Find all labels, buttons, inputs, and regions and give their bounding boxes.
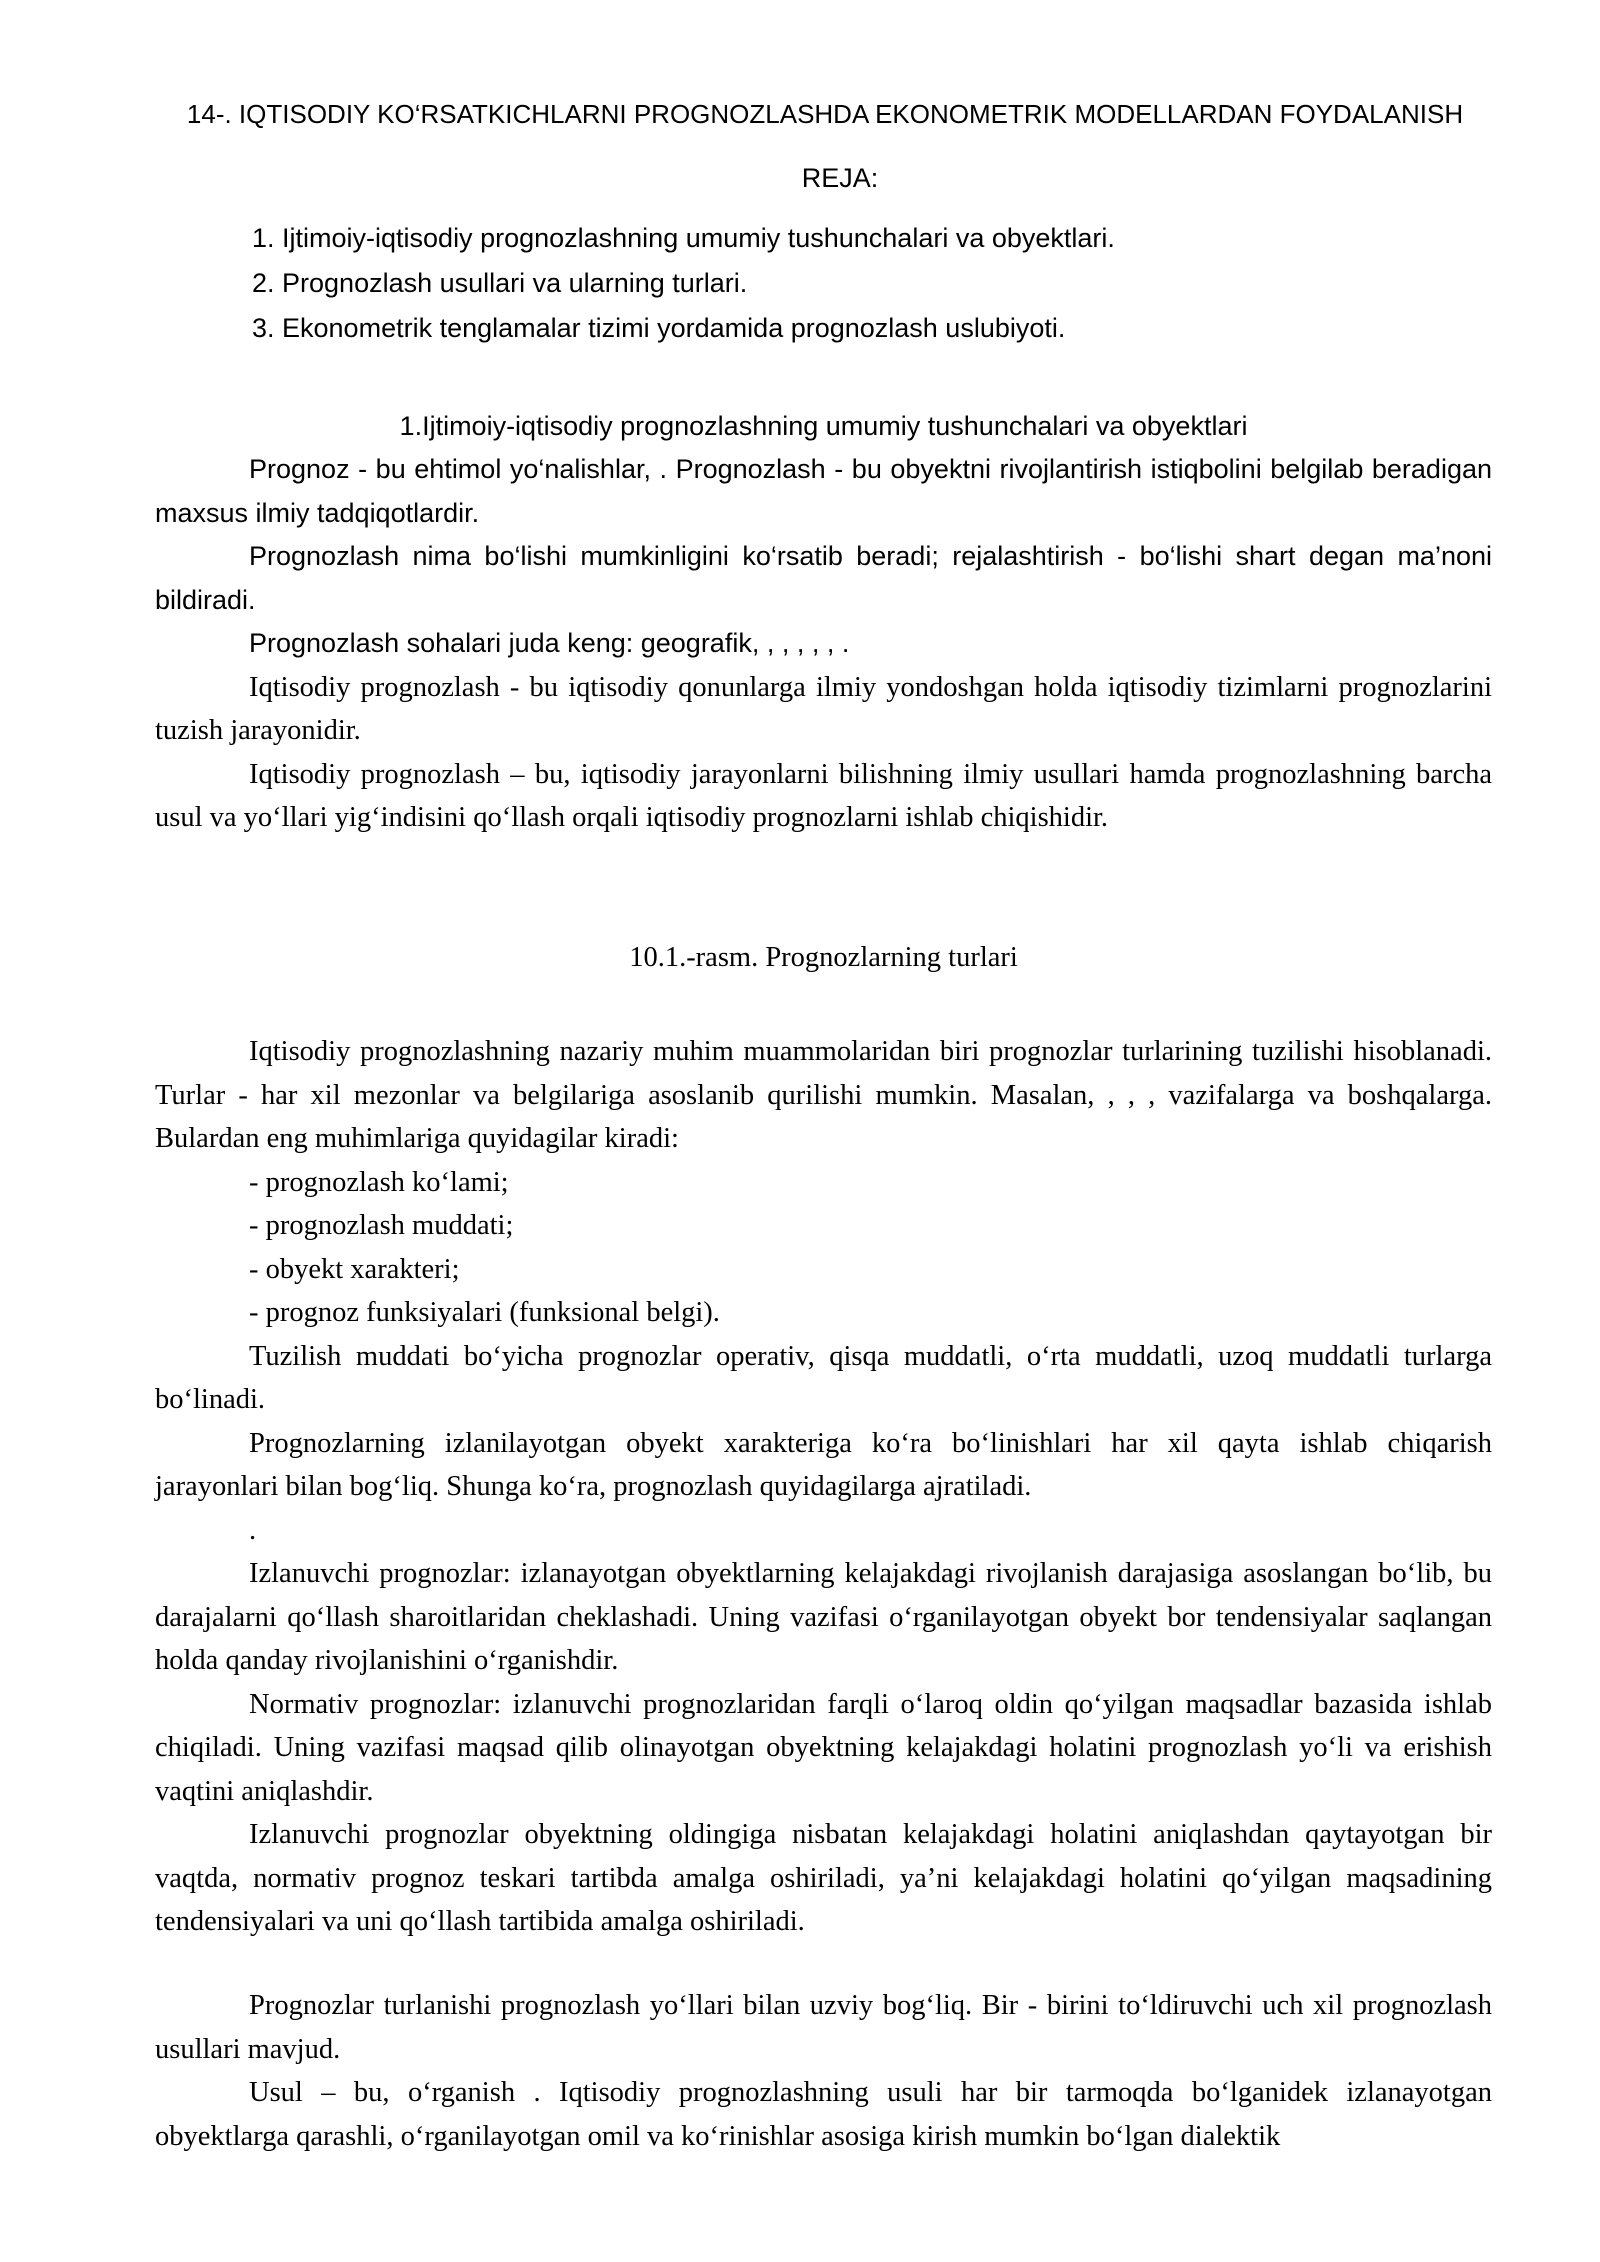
paragraph: Iqtisodiy prognozlash - bu iqtisodiy qonunlarga ilmiy yondoshgan holda iqtisodiy tizimlarni prognozlarini tuzish jarayonidir. bbox=[155, 671, 1492, 746]
bullet-item: - obyekt xarakteri; bbox=[249, 1253, 460, 1285]
figure-caption: 10.1.-rasm. Prognozlarning turlari bbox=[629, 942, 1018, 973]
plan-heading: REJA: bbox=[801, 163, 879, 193]
paragraph: Prognozlarning izlanilayotgan obyekt xarakteriga ko‘ra bo‘linishlari har xil qayta ishlab chiqarish jarayonlari bilan bog‘liq. Shunga ko‘ra, prognozlash quyidagilarga ajratiladi. bbox=[155, 1427, 1492, 1502]
methods-body bbox=[155, 1984, 1492, 2158]
paragraph: Prognozlash sohalari juda keng: geografik, , , , , , . bbox=[249, 628, 850, 658]
section-heading: 1.Ijtimoiy-iqtisodiy prognozlashning umumiy tushunchalari va obyektlari bbox=[399, 411, 1248, 441]
section1-body bbox=[155, 448, 1492, 840]
paragraph: Iqtisodiy prognozlash – bu, iqtisodiy jarayonlarni bilishning ilmiy usullari hamda prognozlashning barcha usul va yo‘llari yig‘indisini qo‘llash orqali iqtisodiy prognozlarni ishlab chiqishidir. bbox=[155, 758, 1492, 833]
paragraph: Izlanuvchi prognozlar obyektning oldingiga nisbatan kelajakdagi holatini aniqlashdan qaytayotgan bir vaqtda, normativ prognoz teskari tartibda amalga oshiriladi, ya’ni kelajakdagi holatini qo‘yilgan maqsadining tendensiyalari va uni qo‘llash tartibida amalga oshiriladi. bbox=[155, 1819, 1492, 1937]
paragraph: Iqtisodiy prognozlashning nazariy muhim muammolaridan biri prognozlar turlarining tuzilishi hisoblanadi. Turlar - har xil mezonlar va belgilariga asoslanib qurilishi mumkin. Masalan, , , , vazifalarga va boshqalarga. Bulardan eng muhimlariga quyidagilar kiradi: bbox=[155, 1036, 1492, 1154]
plan-item: 3. Ekonometrik tenglamalar tizimi yordamida prognozlash uslubiyoti. bbox=[252, 313, 1066, 343]
dot-line: . bbox=[249, 1514, 257, 1546]
paragraph: Normativ prognozlar: izlanuvchi prognozlaridan farqli o‘laroq oldin qo‘yilgan maqsadlar bazasida ishlab chiqiladi. Uning vazifasi maqsad qilib olinayotgan obyektning kelajakdagi holatini prognozlash yo‘li va erishish vaqtini aniqlashdir. bbox=[155, 1688, 1492, 1807]
paragraph: Usul – bu, o‘rganish . Iqtisodiy prognozlashning usuli har bir tarmoqda bo‘lganidek izlanayotgan obyektlarga qarashli, o‘rganilayotgan omil va ko‘rinishlar asosiga kirish mumkin bo‘lgan dialektik bbox=[155, 2077, 1492, 2152]
document-title: 14-. IQTISODIY KO‘RSATKICHLARNI PROGNOZLASHDA EKONOMETRIK MODELLARDAN FOYDALANISH bbox=[186, 99, 1464, 129]
types-body bbox=[155, 1030, 1492, 1944]
bullet-list bbox=[155, 1161, 1492, 1335]
bullet-item: - prognozlash ko‘lami; bbox=[249, 1166, 509, 1198]
bullet-item: - prognozlash muddati; bbox=[249, 1210, 514, 1241]
plan-item: 2. Prognozlash usullari va ularning turlari. bbox=[252, 268, 748, 298]
paragraph: Prognoz - bu ehtimol yo‘nalishlar, . Prognozlash - bu obyektni rivojlantirish istiqbolini belgilab beradigan maxsus ilmiy tadqiqotlardir. bbox=[155, 454, 1492, 528]
paragraph: Tuzilish muddati bo‘yicha prognozlar operativ, qisqa muddatli, o‘rta muddatli, uzoq muddatli turlarga bo‘linadi. bbox=[155, 1340, 1492, 1415]
plan-item: 1. Ijtimoiy-iqtisodiy prognozlashning umumiy tushunchalari va obyektlari. bbox=[252, 223, 1115, 253]
paragraph: Prognozlar turlanishi prognozlash yo‘llari bilan uzviy bog‘liq. Bir - birini to‘ldiruvchi uch xil prognozlash usullari mavjud. bbox=[155, 1990, 1492, 2065]
paragraph: Izlanuvchi prognozlar: izlanayotgan obyektlarning kelajakdagi rivojlanish darajasiga asoslangan bo‘lib, bu darajalarni qo‘llash sharoitlaridan cheklashadi. Uning vazifasi o‘rganilayotgan obyekt bor tendensiyalar saqlangan holda qanday rivojlanishini o‘rganishdir. bbox=[155, 1558, 1492, 1676]
paragraph: Prognozlash nima bo‘lishi mumkinligini ko‘rsatib beradi; rejalashtirish - bo‘lishi shart degan ma’noni bildiradi. bbox=[155, 541, 1492, 615]
bullet-item: - prognoz funksiyalari (funksional belgi). bbox=[249, 1297, 720, 1328]
plan-list bbox=[252, 218, 1115, 353]
